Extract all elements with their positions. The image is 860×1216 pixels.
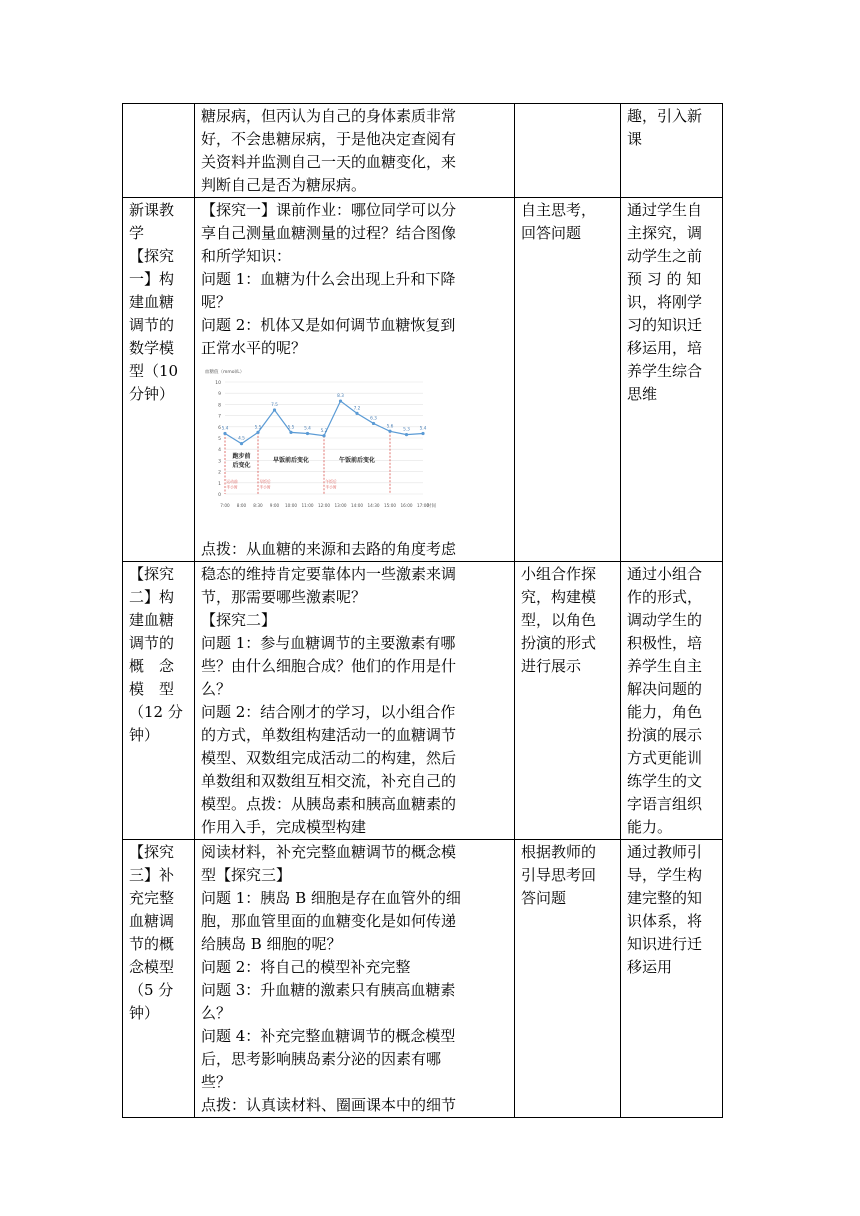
data-label: 8.3 [337, 394, 344, 400]
data-point [240, 442, 243, 445]
region-bottom-label: 运动前 [226, 479, 238, 484]
y-tick-label: 2 [218, 470, 221, 476]
text-line: 么？ [201, 680, 232, 698]
text-line: 问题 1：参与血糖调节的主要激素有哪 [201, 634, 456, 652]
data-point [306, 432, 309, 435]
region-label: 早饭前后变化 [272, 457, 310, 464]
x-tick-label: 8:30 [253, 503, 263, 508]
text-line: 进行展示 [521, 657, 582, 675]
content-text-before-chart [201, 199, 508, 360]
table-row [123, 840, 723, 1118]
design-intent-cell [621, 198, 723, 562]
text-line: 积极性，培 [627, 634, 703, 652]
text-line: 习的知识迁 [627, 316, 703, 334]
text-line: 概 念 [129, 657, 175, 675]
y-tick-label: 8 [218, 403, 221, 409]
stage-cell [123, 198, 195, 562]
x-tick-label: 11:00 [301, 503, 314, 508]
data-label: 7.2 [353, 406, 361, 412]
data-label: 5.2 [320, 428, 328, 434]
content-cell [195, 104, 515, 198]
region-bottom-label: 午饭后 [325, 479, 337, 484]
text-line: 正常水平的呢？ [201, 339, 307, 357]
text-line: 字语言组织 [627, 795, 703, 813]
text-line: 问题 3：升血糖的激素只有胰高血糖素 [201, 981, 456, 999]
text-line: 能力，角色 [627, 703, 703, 721]
text-line: 些？ [201, 1073, 232, 1091]
text-line: （12 分 [129, 703, 183, 721]
text-line: 血糖调 [129, 912, 175, 930]
text-line: 【探究 [129, 565, 175, 583]
text-line: 练学生的文 [627, 772, 703, 790]
text-line: 问题 1：血糖为什么会出现上升和下降 [201, 270, 456, 288]
x-tick-label: 14:00 [350, 503, 364, 508]
y-tick-label: 0 [218, 493, 221, 498]
text-line: 通过学生自 [627, 201, 703, 219]
content-cell [195, 198, 515, 562]
text-line: 导，学生构 [627, 866, 703, 884]
y-tick-label: 7 [218, 414, 221, 420]
text-line: 趣，引入新 [627, 107, 703, 125]
data-point [355, 412, 358, 415]
text-line: 扮演的形式 [521, 634, 597, 652]
design-intent-cell [621, 562, 723, 840]
text-line: 【探究一】课前作业：哪位同学可以分 [201, 201, 457, 219]
data-point [273, 408, 276, 411]
text-line: 新课教 [129, 201, 175, 219]
student-activity-cell [515, 104, 621, 198]
data-point [421, 432, 424, 435]
text-line: 单数组和双数组互相交流，补充自己的 [201, 772, 457, 790]
text-line: 点拨：从血糖的来源和去路的角度考虑 [201, 540, 457, 558]
text-line: 模 型 [129, 680, 175, 698]
text-line: 数学模 [129, 339, 175, 357]
text-line: 移运用 [627, 958, 673, 976]
text-line: 点拨：认真读材料、圈画课本中的细节 [201, 1096, 457, 1114]
text-line: 型，以角色 [521, 611, 597, 629]
text-line: 预 习 的 知 [627, 270, 702, 288]
data-label: 5.5 [287, 425, 295, 431]
text-line: 型【探究三】 [201, 866, 292, 884]
y-tick-label: 6 [218, 425, 221, 431]
data-point [256, 431, 259, 434]
text-line: 建血糖 [129, 611, 175, 629]
text-line: 调动学生的 [627, 611, 703, 629]
region-bottom-label: 早饭后 [259, 479, 271, 484]
text-line: 识体系，将 [627, 912, 703, 930]
lesson-plan-table [122, 103, 723, 1118]
stage-cell [123, 104, 195, 198]
text-line: 课 [627, 130, 643, 148]
x-tick-label: 13:00 [334, 503, 347, 508]
table-row [123, 198, 723, 562]
text-line: 解决问题的 [627, 680, 703, 698]
content-cell [195, 840, 515, 1118]
data-label: 5.6 [386, 424, 394, 430]
text-line: 调节的 [129, 316, 175, 334]
y-axis-title: 血糖值（mmol/L） [205, 370, 245, 375]
text-line: 扮演的展示 [627, 726, 703, 744]
data-point [405, 433, 408, 436]
region-bottom-label: 半小时 [259, 484, 271, 490]
stage-cell [123, 840, 195, 1118]
student-activity-cell [515, 198, 621, 562]
text-line: 和所学知识： [201, 247, 292, 265]
design-intent-cell [621, 840, 723, 1118]
design-intent-cell [621, 104, 723, 198]
text-line: 建血糖 [129, 293, 175, 311]
x-tick-label: 12:00 [317, 503, 331, 508]
text-line: 根据教师的 [521, 843, 597, 861]
data-label: 5.5 [254, 425, 262, 431]
data-label: 6.3 [370, 416, 377, 422]
text-line: 分钟） [129, 385, 175, 403]
text-line: 作用入手，完成模型构建 [201, 818, 367, 836]
text-line: 节的概 [129, 935, 175, 953]
text-line: 模型、双数组完成活动二的构建，然后 [201, 749, 457, 767]
data-label: 5.4 [221, 426, 229, 432]
text-line: 节，那需要哪些激素呢？ [201, 588, 367, 606]
x-tick-label: 16:00 [400, 503, 413, 508]
region-bottom-label: 半小时 [325, 484, 337, 490]
text-line: 知识进行迁 [627, 935, 703, 953]
text-line: 的方式，单数组构建活动一的血糖调节 [201, 726, 457, 744]
text-line: 思维 [627, 385, 658, 403]
text-line: 引导思考回 [521, 866, 597, 884]
text-line: （5 分 [129, 981, 174, 999]
data-label: 5.4 [419, 426, 427, 432]
data-point [372, 422, 375, 425]
content-text-after-chart [201, 538, 508, 561]
text-line: 答问题 [521, 889, 567, 907]
text-line: 好，不会患糖尿病，于是他决定查阅有 [201, 130, 457, 148]
text-line: 模型。点拨：从胰岛素和胰高血糖素的 [201, 795, 457, 813]
text-line: 问题 2：将自己的模型补充完整 [201, 958, 411, 976]
x-tick-label: 17:00 [416, 503, 430, 508]
text-line: 一】构 [129, 270, 175, 288]
text-line: 方式更能训 [627, 749, 703, 767]
text-line: 作的形式， [627, 588, 703, 606]
content-cell [195, 562, 515, 840]
data-label: 7.5 [271, 403, 278, 408]
x-tick-label: 8:00 [236, 503, 247, 508]
text-line: 钟） [129, 1004, 160, 1022]
text-line: 呢？ [201, 293, 232, 311]
text-line: 钟） [129, 726, 160, 744]
y-tick-label: 4 [218, 448, 221, 454]
text-line: 【探究 [129, 247, 175, 265]
text-line: 判断自己是否为糖尿病。 [201, 176, 367, 194]
data-label: 4.5 [238, 436, 245, 442]
text-line: 问题 4：补充完整血糖调节的概念模型 [201, 1027, 456, 1045]
x-tick-label: 14:30 [367, 503, 380, 508]
y-tick-label: 1 [218, 481, 221, 487]
text-line: 通过小组合 [627, 565, 703, 583]
blood-glucose-chart [201, 366, 441, 514]
x-tick-label: 9:00 [269, 503, 280, 508]
text-line: 稳态的维持肯定要靠体内一些激素来调 [201, 565, 457, 583]
text-line: 些？由什么细胞合成？他们的作用是什 [201, 657, 457, 675]
data-point [322, 434, 325, 437]
text-line: 动学生之前 [627, 247, 703, 265]
text-line: 给胰岛 B 细胞的呢？ [201, 935, 342, 953]
text-line: 自主思考， [521, 201, 597, 219]
data-label: 5.4 [304, 426, 311, 432]
text-line: 建完整的知 [627, 889, 703, 907]
text-line: 后，思考影响胰岛素分泌的因素有哪 [201, 1050, 442, 1068]
text-line: 问题 2：机体又是如何调节血糖恢复到 [201, 316, 456, 334]
data-point [289, 431, 292, 434]
region-label: 后变化 [232, 462, 251, 469]
data-point [223, 432, 226, 435]
text-line: 通过教师引 [627, 843, 703, 861]
text-line: 胞，那血管里面的血糖变化是如何传递 [201, 912, 457, 930]
text-line: 小组合作探 [521, 565, 597, 583]
text-line: 能力。 [627, 818, 673, 836]
student-activity-cell [515, 840, 621, 1118]
text-line: 主探究，调 [627, 224, 703, 242]
table-row [123, 104, 723, 198]
text-line: 调节的 [129, 634, 175, 652]
data-point [388, 430, 391, 433]
region-label: 午饭前后变化 [338, 457, 376, 464]
x-axis-title: 时间 [427, 504, 436, 509]
data-label: 5.3 [403, 427, 410, 433]
text-line: 学 [129, 224, 145, 242]
text-line: 阅读材料，补充完整血糖调节的概念模 [201, 843, 457, 861]
x-tick-label: 10:00 [284, 503, 298, 508]
text-line: 二】构 [129, 588, 175, 606]
text-line: 念模型 [129, 958, 175, 976]
text-line: 识，将刚学 [627, 293, 703, 311]
text-line: 么？ [201, 1004, 232, 1022]
y-tick-label: 5 [218, 437, 221, 442]
text-line: 三】补 [129, 866, 175, 884]
text-line: 养学生综合 [627, 362, 703, 380]
text-line: 【探究二】 [201, 611, 277, 629]
text-line: 型（10 [129, 362, 179, 380]
y-tick-label: 9 [218, 392, 221, 398]
text-line: 问题 1：胰岛 B 细胞是存在血管外的细 [201, 889, 461, 907]
x-tick-label: 15:00 [383, 503, 397, 508]
region-label: 跑步前 [232, 453, 251, 460]
student-activity-cell [515, 562, 621, 840]
text-line: 关资料并监测自己一天的血糖变化，来 [201, 153, 457, 171]
text-line: 移运用，培 [627, 339, 703, 357]
y-tick-label: 10 [215, 381, 221, 386]
text-line: 糖尿病，但丙认为自己的身体素质非常 [201, 107, 457, 125]
stage-cell [123, 562, 195, 840]
x-tick-label: 7:00 [220, 503, 230, 508]
text-line: 享自己测量血糖测量的过程？结合图像 [201, 224, 457, 242]
text-line: 究，构建模 [521, 588, 597, 606]
y-tick-label: 3 [218, 459, 221, 465]
text-line: 【探究 [129, 843, 175, 861]
text-line: 问题 2：结合刚才的学习，以小组合作 [201, 703, 456, 721]
data-point [339, 399, 342, 402]
region-bottom-label: 半小时 [226, 484, 238, 490]
text-line: 充完整 [129, 889, 175, 907]
text-line: 养学生自主 [627, 657, 703, 675]
text-line: 回答问题 [521, 224, 582, 242]
table-row [123, 562, 723, 840]
